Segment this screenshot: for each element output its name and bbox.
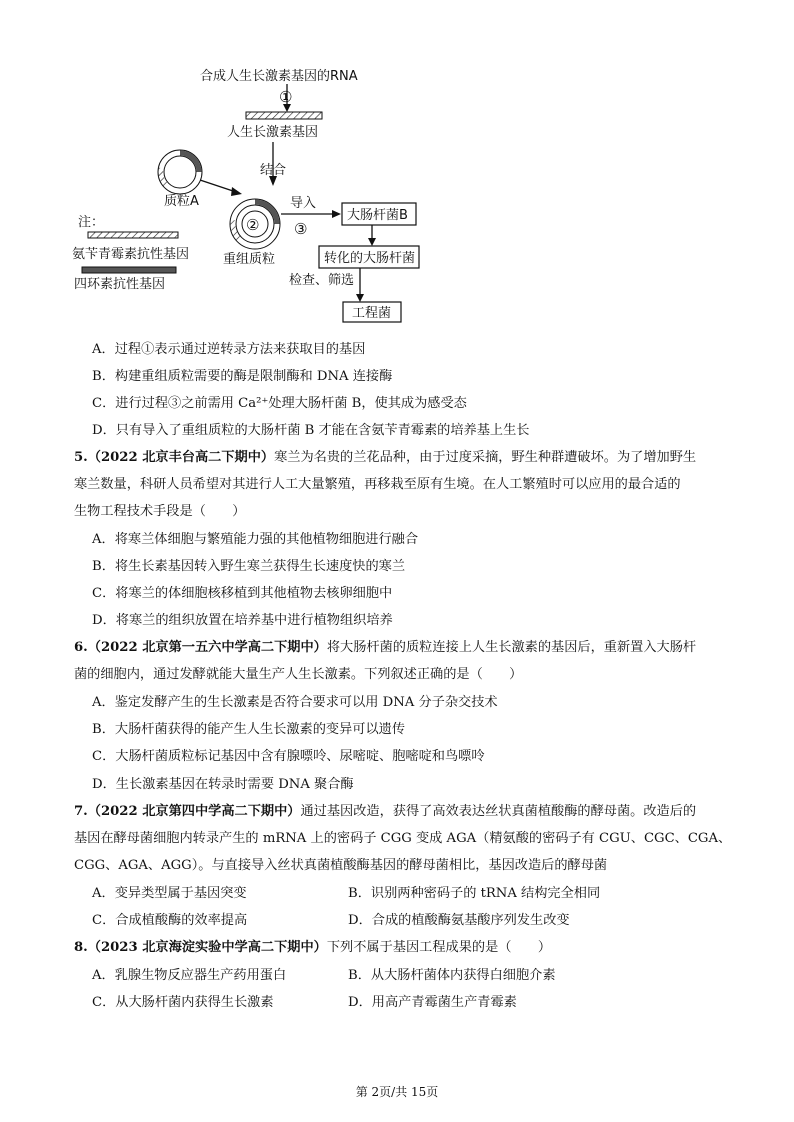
q5-stem-line1	[74, 448, 696, 468]
transformed-label: 转化的大肠杆菌	[324, 251, 416, 266]
q8-source: 8.（2023 北京海淀实验中学高二下期中）	[74, 940, 327, 955]
screen-label: 检查、筛选	[289, 273, 355, 288]
q4-option-d: D．只有导入了重组质粒的大肠杆菌 B 才能在含氨苄青霉素的培养基上生长	[92, 423, 530, 438]
q5-option-c: C．将寒兰的体细胞核移植到其他植物去核卵细胞中	[92, 586, 393, 601]
q8-stem-text1: 下列不属于基因工程成果的是（ ）	[326, 940, 552, 955]
q6-option-c: C．大肠杆菌质粒标记基因中含有腺嘌呤、尿嘧啶、胞嘧啶和鸟嘌呤	[92, 749, 485, 764]
q5-option-b: B．将生长素基因转入野生寒兰获得生长速度快的寒兰	[92, 559, 406, 574]
recombinant-label: 重组质粒	[223, 252, 276, 267]
page-footer: 第 2页/共 15页	[355, 1085, 439, 1099]
q8-option-d: D．用高产青霉菌生产青霉素	[348, 995, 517, 1010]
plasmid-a	[161, 153, 199, 191]
step3-label: ③	[294, 220, 308, 238]
q6-option-a: A．鉴定发酵产生的生长激素是否符合要求可以用 DNA 分子杂交技术	[92, 695, 498, 710]
q7-stem-text1: 通过基因改造，获得了高效表达丝状真菌植酸酶的酵母菌。改造后的	[300, 804, 697, 819]
note-label: 注：	[78, 215, 105, 230]
q7-option-d: D．合成的植酸酶氨基酸序列发生改变	[348, 913, 570, 928]
q8-option-b: B．从大肠杆菌体内获得白细胞介素	[348, 968, 556, 983]
tet-label: 四环素抗性基因	[74, 277, 166, 292]
q5-stem-line2: 寒兰数量，科研人员希望对其进行人工大量繁殖，再移栽至原有生境。在人工繁殖时可以应用的最合适的	[74, 477, 681, 492]
q7-stem-line2: 基因在酵母菌细胞内转录产生的 mRNA 上的密码子 CGG 变成 AGA（精氨酸的密码子有 CGU、CGC、CGA、	[74, 831, 732, 846]
q6-stem-line2: 菌的细胞内，通过发酵就能大量生产人生长激素。下列叙述正确的是（ ）	[74, 667, 523, 682]
q7-option-c: C．合成植酸酶的效率提高	[92, 913, 248, 928]
q7-stem-line1	[74, 802, 696, 822]
q8-stem-line1	[74, 938, 551, 958]
q5-source: 5.（2022 北京丰台高二下期中）	[74, 450, 275, 465]
q8-option-a: A．乳腺生物反应器生产药用蛋白	[92, 968, 287, 983]
q6-option-b: B．大肠杆菌获得的能产生人生长激素的变异可以遗传	[92, 722, 406, 737]
diagram-svg	[60, 62, 460, 324]
q7-option-a: A．变异类型属于基因突变	[92, 886, 247, 901]
engineered-label: 工程菌	[352, 306, 392, 321]
q6-stem-line1	[74, 638, 696, 658]
ecoli-b-label: 大肠杆菌B	[347, 208, 408, 223]
q4-option-c: C．进行过程③之前需用 Ca²⁺处理大肠杆菌 B，使其成为感受态	[92, 396, 467, 411]
import-label: 导入	[290, 196, 317, 211]
q4-option-a: A．过程①表示通过逆转录方法来获取目的基因	[92, 342, 366, 357]
q6-option-d: D．生长激素基因在转录时需要 DNA 聚合酶	[92, 777, 354, 792]
step1-label: ①	[279, 88, 293, 106]
q7-option-b: B．识别两种密码子的 tRNA 结构完全相同	[348, 886, 601, 901]
tet-legend-bar	[82, 267, 176, 273]
amp-legend-bar	[88, 232, 178, 238]
q6-source: 6.（2022 北京第一五六中学高二下期中）	[74, 640, 327, 655]
amp-label: 氨苄青霉素抗性基因	[72, 247, 190, 262]
plasmid-a-label: 质粒A	[164, 194, 199, 209]
q8-option-c: C．从大肠杆菌内获得生长激素	[92, 995, 274, 1010]
q5-stem-text1: 寒兰为名贵的兰花品种，由于过度采摘，野生种群遭破坏。为了增加野生	[274, 450, 697, 465]
step2-label: ②	[246, 216, 260, 234]
combine-label: 结合	[260, 163, 287, 178]
gene-bar	[246, 112, 322, 119]
q5-option-d: D．将寒兰的组织放置在培养基中进行植物组织培养	[92, 613, 393, 628]
q7-source: 7.（2022 北京第四中学高二下期中）	[74, 804, 301, 819]
q4-option-b: B．构建重组质粒需要的酶是限制酶和 DNA 连接酶	[92, 369, 393, 384]
q5-stem-line3: 生物工程技术手段是（ ）	[74, 504, 246, 519]
gene-label: 人生长激素基因	[227, 125, 319, 140]
q6-stem-text1: 将大肠杆菌的质粒连接上人生长激素的基因后，重新置入大肠杆	[326, 640, 697, 655]
gene-engineering-diagram	[60, 62, 460, 324]
rna-label: 合成人生长激素基因的RNA	[200, 69, 358, 84]
q5-option-a: A．将寒兰体细胞与繁殖能力强的其他植物细胞进行融合	[92, 532, 419, 547]
q7-stem-line3: CGG、AGA、AGG）。与直接导入丝状真菌植酸酶基因的酵母菌相比，基因改造后的酵母菌	[74, 858, 608, 873]
